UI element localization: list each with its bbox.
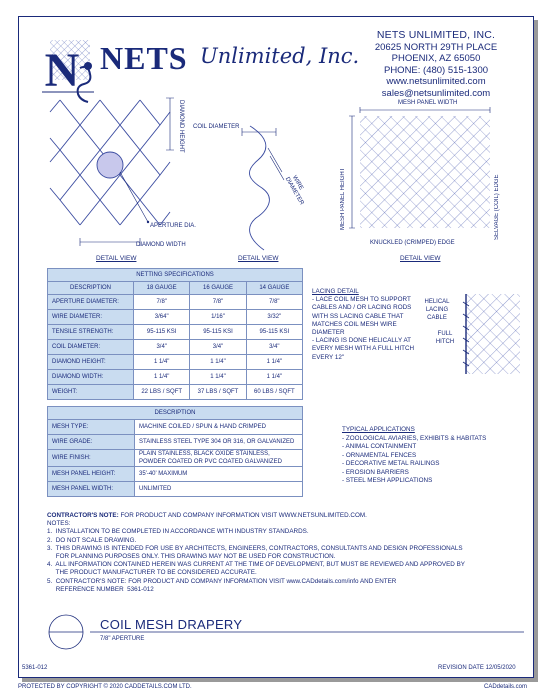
description-cell: 35'-40' MAXIMUM bbox=[135, 467, 303, 482]
wire-diameter-label: WIRE DIAMETER bbox=[283, 174, 305, 207]
aperture-label: APERTURE DIA. bbox=[150, 223, 196, 229]
mesh-panel-drawing bbox=[340, 104, 516, 252]
table-row bbox=[48, 420, 303, 435]
full-hitch-label bbox=[432, 330, 458, 346]
spec-row-label: DIAMOND WIDTH: bbox=[48, 370, 134, 385]
netting-specifications-table bbox=[47, 268, 303, 400]
helical-lacing-cable-label bbox=[420, 298, 454, 322]
spec-cell: 22 LBS / SQFT bbox=[134, 385, 190, 400]
description-row-label: MESH PANEL HEIGHT: bbox=[48, 467, 135, 482]
note-item: 4. ALL INFORMATION CONTAINED HEREIN WAS CURRENT AT THE TIME OF DEVELOPMENT, BUT MUST BE REVIEWED AND APPROVED BY bbox=[47, 561, 465, 569]
spec-row-label: WEIGHT: bbox=[48, 385, 134, 400]
list-item: - EROSION BARRIERS bbox=[342, 468, 409, 476]
spec-cell: 95-115 KSI bbox=[190, 325, 246, 340]
table-row bbox=[48, 385, 303, 400]
applications-title: TYPICAL APPLICATIONS bbox=[342, 426, 415, 433]
spec-cell: 1 1/4" bbox=[190, 370, 246, 385]
table-row bbox=[48, 295, 303, 310]
revision-date: REVISION DATE 12/05/2020 bbox=[438, 665, 516, 671]
description-cell: UNLIMITED bbox=[135, 482, 303, 497]
spec-cell: 1 1/4" bbox=[134, 370, 190, 385]
reference-number: 5361-012 bbox=[22, 665, 48, 671]
lacing-line: DIAMETER bbox=[312, 329, 345, 337]
lacing-line: WITH SS LACING CABLE THAT bbox=[312, 312, 404, 320]
description-cell: PLAIN STAINLESS, BLACK OXIDE STAINLESS, POWDER COATED OR PVC COATED GALVANIZED bbox=[135, 450, 303, 467]
spec-cell: 1 1/4" bbox=[190, 355, 246, 370]
note-item: 2. DO NOT SCALE DRAWING. bbox=[47, 536, 137, 544]
spec-cell: 3/4" bbox=[190, 340, 246, 355]
netting-col-header: 16 GAUGE bbox=[190, 282, 246, 295]
spec-cell: 3/64" bbox=[134, 310, 190, 325]
description-cell: STAINLESS STEEL TYPE 304 OR 316, OR GALVANIZED bbox=[135, 435, 303, 450]
typical-applications bbox=[342, 426, 522, 486]
spec-row-label: APERTURE DIAMETER: bbox=[48, 295, 134, 310]
mesh-panel-height-label: MESH PANEL HEIGHT bbox=[340, 167, 346, 230]
diamond-height-label: DIAMOND HEIGHT bbox=[178, 100, 184, 153]
list-item: - ORNAMENTAL FENCES bbox=[342, 451, 417, 459]
spec-cell: 3/4" bbox=[134, 340, 190, 355]
lacing-line: - LACE COIL MESH TO SUPPORT bbox=[312, 296, 411, 304]
table-row bbox=[48, 467, 303, 482]
table-row bbox=[48, 482, 303, 497]
lacing-line: EVERY 12" bbox=[312, 353, 345, 361]
table-row bbox=[48, 355, 303, 370]
detail-view-caption-3: DETAIL VIEW bbox=[400, 255, 441, 262]
lacing-line: EVERY MESH WITH A FULL HITCH bbox=[312, 345, 415, 353]
note-item: FOR PLANNING PURPOSES ONLY. THIS DRAWING MAY NOT BE USED FOR CONSTRUCTION. bbox=[47, 553, 336, 561]
contractor-note-text: FOR PRODUCT AND COMPANY INFORMATION VISIT WWW.NETSUNLIMITED.COM. bbox=[118, 512, 367, 519]
spec-cell: 7/8" bbox=[246, 295, 302, 310]
spec-cell: 1 1/4" bbox=[246, 355, 302, 370]
description-row-label: MESH TYPE: bbox=[48, 420, 135, 435]
table-row bbox=[48, 435, 303, 450]
coil-diameter-label: COIL DIAMETER bbox=[193, 124, 240, 130]
description-table bbox=[47, 406, 303, 497]
lacing-line: - LACING IS DONE HELICALLY AT bbox=[312, 337, 412, 345]
spec-row-label: TENSILE STRENGTH: bbox=[48, 325, 134, 340]
mesh-panel-width-label: MESH PANEL WIDTH bbox=[398, 100, 458, 106]
notes-block bbox=[47, 512, 517, 594]
spec-cell: 1 1/4" bbox=[134, 355, 190, 370]
company-phone: PHONE: (480) 515-1300 bbox=[383, 64, 489, 76]
netting-specs-title: NETTING SPECIFICATIONS bbox=[48, 269, 303, 282]
note-item: 3. THIS DRAWING IS INTENDED FOR USE BY ARCHITECTS, ENGINEERS, CONTRACTORS, CONSULTANTS AND DESIGN PROFESSIONALS bbox=[47, 544, 463, 552]
description-cell: MACHINE COILED / SPUN & HAND CRIMPED bbox=[135, 420, 303, 435]
company-info bbox=[350, 30, 522, 99]
company-address-1: 20625 NORTH 29TH PLACE bbox=[374, 41, 498, 53]
notes-heading: NOTES: bbox=[47, 520, 71, 528]
spec-cell: 3/4" bbox=[246, 340, 302, 355]
knuckled-edge-label: KNUCKLED (CRIMPED) EDGE bbox=[370, 240, 455, 246]
list-item: - ANIMAL CONTAINMENT bbox=[342, 443, 417, 450]
spec-cell: 7/8" bbox=[190, 295, 246, 310]
list-item: - ZOOLOGICAL AVIARIES, EXHIBITS & HABITATS bbox=[342, 434, 487, 442]
table-row bbox=[48, 310, 303, 325]
detail-view-caption-2: DETAIL VIEW bbox=[238, 255, 279, 262]
logo-text: NETS bbox=[100, 40, 188, 76]
company-name: NETS UNLIMITED, INC. bbox=[376, 29, 496, 41]
spec-cell: 1/16" bbox=[190, 310, 246, 325]
spec-row-label: COIL DIAMETER: bbox=[48, 340, 134, 355]
drawing-title: COIL MESH DRAPERY bbox=[100, 617, 243, 632]
diamond-width-label: DIAMOND WIDTH bbox=[136, 242, 186, 248]
spec-row-label: DIAMOND HEIGHT: bbox=[48, 355, 134, 370]
hitch-label-line: FULL bbox=[437, 331, 453, 337]
spec-cell: 7/8" bbox=[134, 295, 190, 310]
detail-view-caption-1: DETAIL VIEW bbox=[96, 255, 137, 262]
spec-cell: 60 LBS / SQFT bbox=[246, 385, 302, 400]
note-item: 1. INSTALLATION TO BE COMPLETED IN ACCORDANCE WITH INDUSTRY STANDARDS. bbox=[47, 528, 309, 536]
list-item: - STEEL MESH APPLICATIONS bbox=[342, 477, 433, 484]
table-row bbox=[48, 325, 303, 340]
note-item: REFERENCE NUMBER 5361-012 bbox=[47, 585, 154, 593]
description-row-label: WIRE GRADE: bbox=[48, 435, 135, 450]
lacing-line: CABLES AND / OR LACING RODS bbox=[312, 304, 412, 312]
copyright-text: PROTECTED BY COPYRIGHT © 2020 CADDETAILS.COM LTD. bbox=[18, 684, 192, 690]
description-row-label: WIRE FINISH: bbox=[48, 450, 135, 467]
drawing-subtitle: 7/8" APERTURE bbox=[100, 636, 145, 642]
netting-col-header: 14 GAUGE bbox=[246, 282, 302, 295]
note-item: 5. CONTRACTOR'S NOTE: FOR PRODUCT AND COMPANY INFORMATION VISIT www.CADdetails.com/info AND ENTER bbox=[47, 577, 397, 585]
lacing-line: MATCHES COIL MESH WIRE bbox=[312, 320, 397, 328]
company-email-link[interactable]: sales@netsunlimited.com bbox=[381, 87, 491, 99]
svg-text:N: N bbox=[44, 44, 80, 97]
table-row bbox=[48, 370, 303, 385]
hitch-label-line: HITCH bbox=[435, 339, 455, 345]
spec-row-label: WIRE DIAMETER: bbox=[48, 310, 134, 325]
table-row bbox=[48, 450, 303, 467]
contractor-note-lead: CONTRACTOR'S NOTE: bbox=[47, 512, 119, 519]
helical-label-line: HELICAL bbox=[424, 299, 450, 305]
spec-cell: 37 LBS / SQFT bbox=[190, 385, 246, 400]
spec-cell: 95-115 KSI bbox=[134, 325, 190, 340]
company-address-2: PHOENIX, AZ 65050 bbox=[391, 53, 481, 64]
spec-cell: 95-115 KSI bbox=[246, 325, 302, 340]
table-row bbox=[48, 340, 303, 355]
description-table-title: DESCRIPTION bbox=[48, 407, 303, 420]
note-item: THE PRODUCT MANUFACTURER TO BE CONSIDERED ACCURATE. bbox=[47, 569, 257, 577]
helical-label-line: CABLE bbox=[427, 315, 447, 321]
spec-cell: 3/32" bbox=[246, 310, 302, 325]
spec-cell: 1 1/4" bbox=[246, 370, 302, 385]
helical-label-line: LACING bbox=[425, 307, 449, 313]
caddetails-link[interactable]: CADdetails.com bbox=[484, 684, 528, 690]
netting-col-header: DESCRIPTION bbox=[48, 282, 134, 295]
logo-script: Unlimited, Inc. bbox=[200, 44, 360, 68]
netting-col-header: 18 GAUGE bbox=[134, 282, 190, 295]
company-website-link[interactable]: www.netsunlimited.com bbox=[386, 76, 486, 87]
selvage-edge-label: SELVAGE (COIL) EDGE bbox=[494, 174, 500, 240]
lacing-detail-title: LACING DETAIL bbox=[312, 288, 359, 295]
list-item: - DECORATIVE METAL RAILINGS bbox=[342, 460, 440, 467]
lacing-drawing bbox=[452, 292, 524, 376]
description-row-label: MESH PANEL WIDTH: bbox=[48, 482, 135, 497]
